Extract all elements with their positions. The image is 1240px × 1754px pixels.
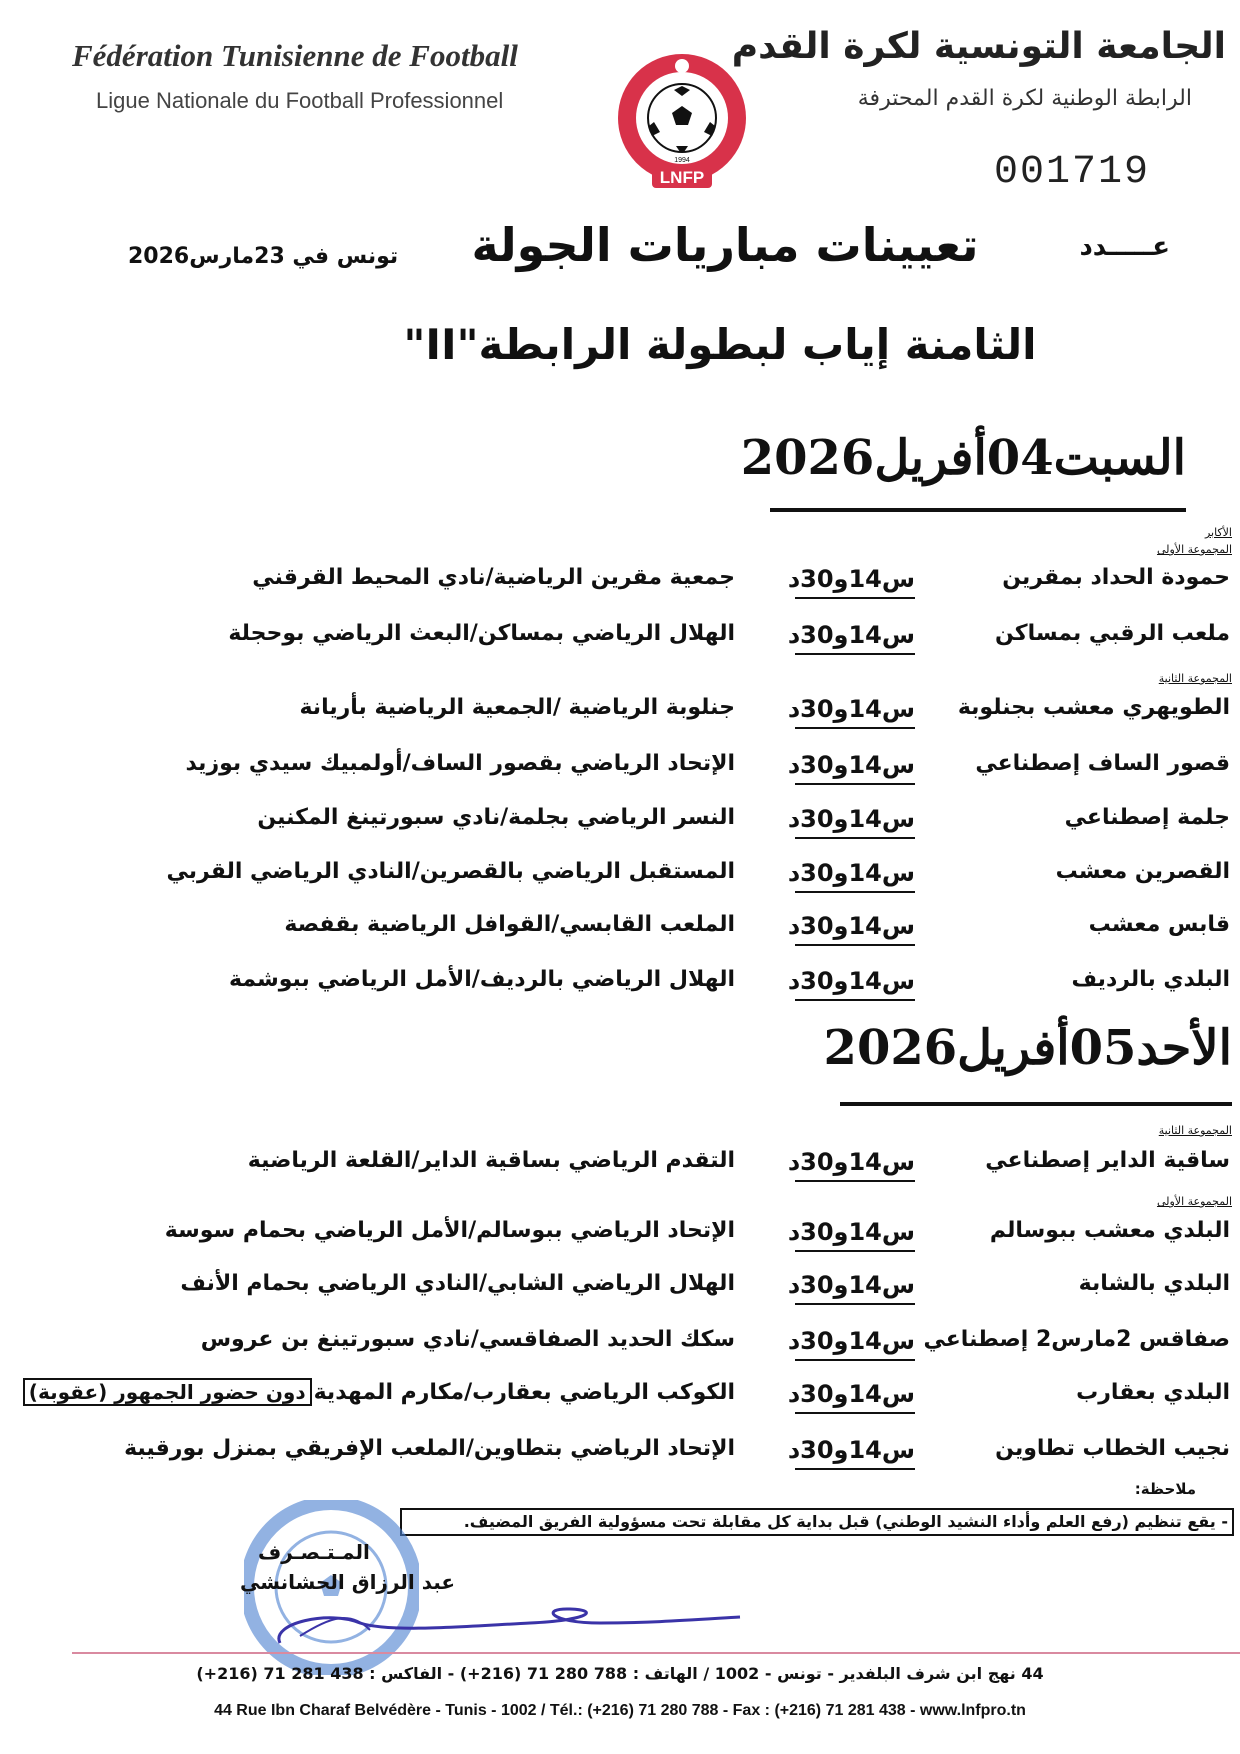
match-row — [0, 565, 1240, 605]
match-time: س14و30د — [795, 967, 915, 1001]
match-venue: جلمة إصطناعي — [1064, 805, 1230, 830]
match-teams — [252, 565, 735, 590]
category-label: الأكابر — [1204, 526, 1232, 539]
match-row — [0, 859, 1240, 899]
note-text: - يقع تنظيم (رفع العلم وأداء النشيد الوطني) قبل بداية كل مقابلة تحت مسؤولية الفريق المضيف. — [400, 1508, 1234, 1536]
match-row — [0, 1436, 1240, 1476]
match-time: س14و30د — [795, 859, 915, 893]
match-teams — [180, 1271, 735, 1296]
match-row — [0, 912, 1240, 952]
page-title: تعيينات مباريات الجولة — [471, 218, 979, 272]
match-time: س14و30د — [795, 621, 915, 655]
match-row — [0, 1380, 1240, 1420]
document-number: 001719 — [994, 150, 1151, 195]
match-time: س14و30د — [795, 1218, 915, 1252]
teams-text: الهلال الرياضي بمساكن/البعث الرياضي بوحجلة — [228, 621, 735, 646]
match-venue: صفاقس 2مارس2 إصطناعي — [923, 1327, 1230, 1352]
match-teams — [284, 912, 735, 937]
day-heading-underline — [770, 508, 1186, 512]
match-time: س14و30د — [795, 912, 915, 946]
match-time: س14و30د — [795, 805, 915, 839]
teams-text: الكوكب الرياضي بعقارب/مكارم المهدية — [313, 1380, 735, 1405]
teams-text: التقدم الرياضي بساقية الداير/القلعة الرياضية — [247, 1148, 735, 1173]
match-row — [0, 1148, 1240, 1188]
match-venue: قصور الساف إصطناعي — [975, 751, 1230, 776]
match-venue: البلدي بالشابة — [1078, 1271, 1230, 1296]
match-time: س14و30د — [795, 1327, 915, 1361]
match-teams — [167, 859, 735, 884]
match-teams — [228, 621, 735, 646]
match-venue: ساقية الداير إصطناعي — [985, 1148, 1230, 1173]
match-row — [0, 751, 1240, 791]
match-time: س14و30د — [795, 565, 915, 599]
match-venue: الطويهري معشب بجنلوبة — [957, 695, 1230, 720]
footer-address-fr: 44 Rue Ibn Charaf Belvédère - Tunis - 1002 / Tél.: (+216) 71 280 788 - Fax : (+216) 71 281 438 - www.lnfpro.tn — [214, 1702, 1026, 1719]
match-row — [0, 621, 1240, 661]
group-label: المجموعة الثانية — [1158, 1124, 1232, 1137]
sanction-badge: دون حضور الجمهور (عقوبة) — [23, 1378, 312, 1406]
teams-text: النسر الرياضي بجلمة/نادي سبورتينغ المكنين — [257, 805, 735, 830]
teams-text: الإتحاد الرياضي ببوسالم/الأمل الرياضي بحمام سوسة — [164, 1218, 735, 1243]
day-heading-underline — [840, 1102, 1232, 1106]
match-row — [0, 1327, 1240, 1367]
match-teams — [165, 1218, 735, 1243]
match-teams — [257, 805, 735, 830]
federation-name-fr: Fédération Tunisienne de Football — [72, 38, 518, 73]
round-subtitle: الثامنة إياب لبطولة الرابطة"II" — [403, 320, 1037, 369]
signatory-title: المـتـصـرف — [258, 1540, 370, 1564]
match-venue: حمودة الحداد بمقرين — [1002, 565, 1230, 590]
teams-text: جنلوبة الرياضية /الجمعية الرياضية بأريانة — [299, 695, 735, 720]
logo-year: 1994 — [674, 157, 690, 164]
group-label: المجموعة الأولى — [1156, 1195, 1232, 1208]
teams-text: الهلال الرياضي بالرديف/الأمل الرياضي ببوشمة — [229, 967, 735, 992]
match-time: س14و30د — [795, 1436, 915, 1470]
footer-divider — [72, 1652, 1240, 1654]
teams-text: الهلال الرياضي الشابي/النادي الرياضي بحمام الأنف — [180, 1271, 735, 1296]
match-row — [0, 695, 1240, 735]
lnfp-logo — [612, 52, 752, 192]
match-venue: القصرين معشب — [1055, 859, 1230, 884]
match-teams — [124, 1436, 735, 1461]
match-teams — [229, 967, 735, 992]
teams-text: سكك الحديد الصفاقسي/نادي سبورتينغ بن عروس — [200, 1327, 735, 1352]
match-time: س14و30د — [795, 1148, 915, 1182]
city-date: تونس في 23مارس2026 — [128, 244, 399, 269]
number-label: عـــــدد — [1079, 232, 1170, 262]
group-label: المجموعة الأولى — [1156, 543, 1232, 556]
day-heading: الأحد05أفريل2026 — [823, 1020, 1232, 1076]
match-venue: ملعب الرقبي بمساكن — [994, 621, 1230, 646]
match-venue: البلدي معشب ببوسالم — [989, 1218, 1230, 1243]
teams-text: المستقبل الرياضي بالقصرين/النادي الرياضي القربي — [166, 859, 735, 884]
match-time: س14و30د — [795, 1271, 915, 1305]
match-venue: قابس معشب — [1088, 912, 1230, 937]
footer-address-ar: 44 نهج ابن شرف البلفدير - تونس - 1002 / الهاتف : 788 280 71 (216+) - الفاكس : 438 281 71 (216+) — [196, 1664, 1044, 1683]
match-teams — [299, 695, 735, 720]
match-time: س14و30د — [795, 751, 915, 785]
match-row — [0, 1218, 1240, 1258]
handwritten-signature — [270, 1598, 750, 1648]
logo-abbr: LNFP — [659, 168, 705, 187]
match-teams — [185, 751, 735, 776]
league-name-ar: الرابطة الوطنية لكرة القدم المحترفة — [857, 86, 1192, 111]
match-teams — [201, 1327, 735, 1352]
match-venue: البلدي بالرديف — [1071, 967, 1230, 992]
signatory-name: عبد الرزاق الحشانشي — [240, 1570, 456, 1594]
match-teams — [23, 1380, 735, 1405]
note-label: ملاحظة: — [1134, 1480, 1196, 1498]
league-name-fr: Ligue Nationale du Football Professionnel — [96, 88, 504, 113]
match-row — [0, 1271, 1240, 1311]
teams-text: الملعب القابسي/القوافل الرياضية بقفصة — [284, 912, 735, 937]
match-venue: نجيب الخطاب تطاوين — [995, 1436, 1230, 1461]
federation-name-ar: الجامعة التونسية لكرة القدم — [731, 26, 1226, 67]
match-teams — [248, 1148, 735, 1173]
match-time: س14و30د — [795, 1380, 915, 1414]
group-label: المجموعة الثانية — [1158, 672, 1232, 685]
match-time: س14و30د — [795, 695, 915, 729]
teams-text: الإتحاد الرياضي بقصور الساف/أولمبيك سيدي بوزيد — [185, 751, 735, 776]
teams-text: جمعية مقرين الرياضية/نادي المحيط القرقني — [252, 565, 735, 590]
teams-text: الإتحاد الرياضي بتطاوين/الملعب الإفريقي بمنزل بورقيبة — [124, 1436, 735, 1461]
match-row — [0, 967, 1240, 1007]
day-heading: السبت04أفريل2026 — [740, 430, 1186, 486]
match-row — [0, 805, 1240, 845]
match-venue: البلدي بعقارب — [1076, 1380, 1230, 1405]
